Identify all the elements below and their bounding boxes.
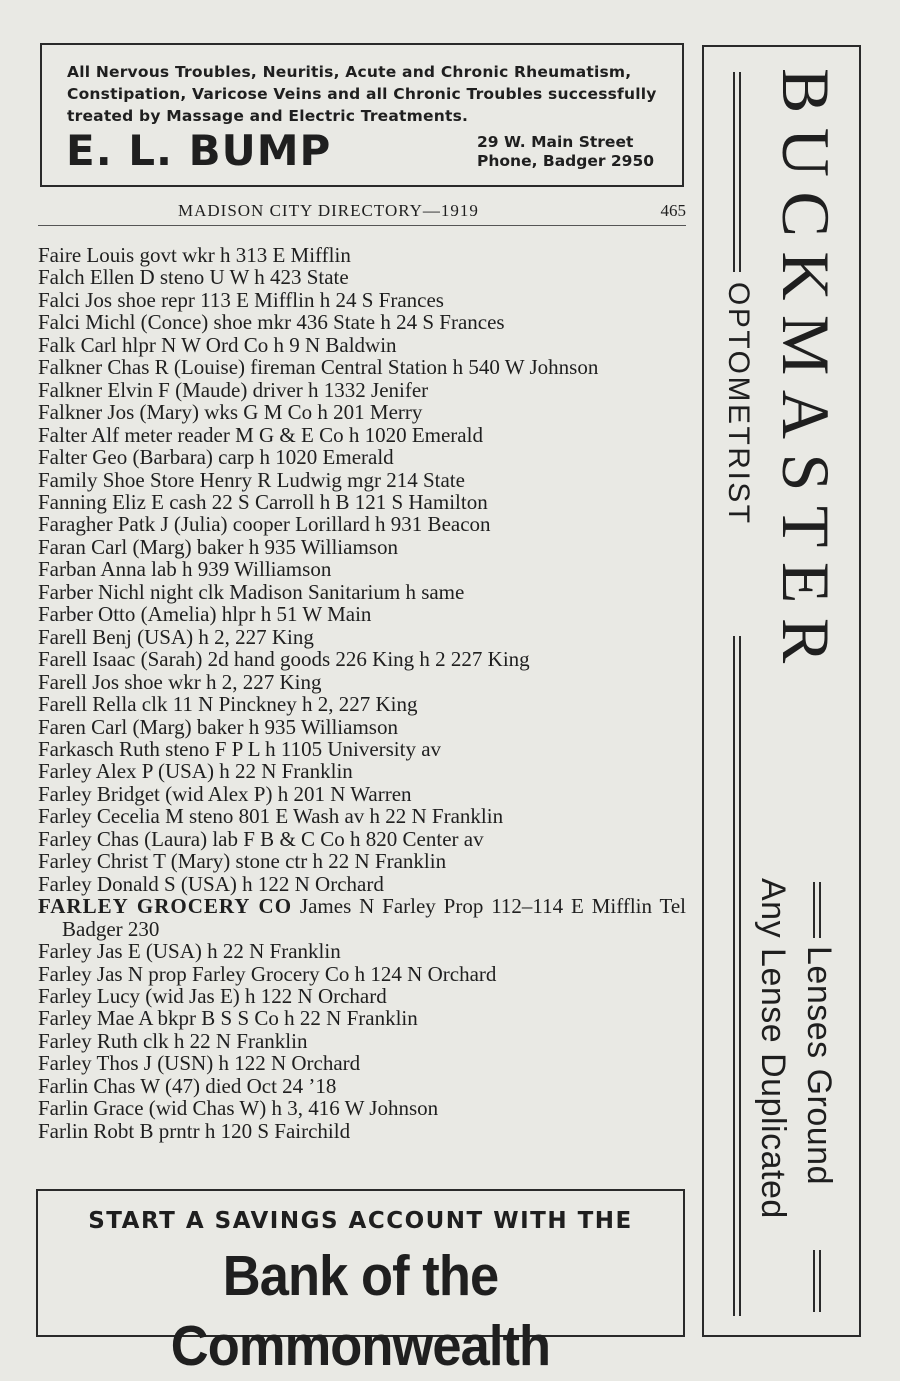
directory-entry	[38, 716, 686, 738]
bump-ad-phone: Phone, Badger 2950	[477, 152, 655, 170]
directory-entry	[38, 1030, 686, 1052]
entry-text: Farley Cecelia M steno 801 E Wash av h 22 N Franklin	[38, 804, 504, 829]
entry-text: Faren Carl (Marg) baker h 935 Williamson	[38, 714, 398, 739]
bank-name: Bank of the Commonwealth	[170, 1244, 551, 1378]
directory-entry	[38, 1007, 686, 1029]
entry-text: Fanning Eliz E cash 22 S Carroll h B 121 S Hamilton	[38, 489, 488, 514]
optometrist-title: OPTOMETRIST	[722, 282, 755, 526]
directory-entry	[38, 401, 686, 423]
directory-entry	[38, 783, 686, 805]
entry-text: Falci Jos shoe repr 113 E Mifflin h 24 S Frances	[38, 287, 444, 312]
entry-text: Farley Jas E (USA) h 22 N Franklin	[38, 939, 341, 964]
entry-text: Falkner Chas R (Louise) fireman Central Station h 540 W Johnson	[38, 355, 599, 380]
entry-business-name: FARLEY GROCERY CO	[38, 894, 293, 919]
directory-entry	[38, 805, 686, 827]
entry-text: Farley Chas (Laura) lab F B & C Co h 820 Center av	[38, 826, 484, 851]
directory-entry	[38, 513, 686, 535]
directory-entry	[38, 738, 686, 760]
directory-entry	[38, 760, 686, 782]
entry-text: Farell Benj (USA) h 2, 227 King	[38, 624, 314, 649]
entry-text: Farell Rella clk 11 N Pinckney h 2, 227 King	[38, 692, 418, 717]
directory-entry	[38, 850, 686, 872]
directory-entry	[38, 985, 686, 1007]
lenses-ground-text: Lenses Ground	[800, 946, 838, 1185]
bump-ad-address: 29 W. Main Street	[477, 133, 634, 151]
rule-optometrist-top-2	[739, 72, 741, 272]
entry-text: Farley Alex P (USA) h 22 N Franklin	[38, 759, 353, 784]
entry-text: Falter Geo (Barbara) carp h 1020 Emerald	[38, 445, 394, 470]
entry-text: Farley Lucy (wid Jas E) h 122 N Orchard	[38, 983, 387, 1008]
rule-optometrist-bottom	[733, 636, 735, 1316]
entry-text: Farley Thos J (USN) h 122 N Orchard	[38, 1051, 361, 1076]
directory-entry	[38, 289, 686, 311]
entry-text: Family Shoe Store Henry R Ludwig mgr 214 State	[38, 467, 465, 492]
rule-lenses-bottom	[813, 1250, 815, 1312]
rule-optometrist-top	[733, 72, 735, 272]
entry-text: Falch Ellen D steno U W h 423 State	[38, 265, 349, 290]
directory-entry	[38, 873, 686, 895]
entry-text: Faragher Patk J (Julia) cooper Lorillard h 931 Beacon	[38, 512, 491, 537]
entry-text: James N Farley Prop 112–114 E Mifflin Tel Badger 230	[62, 894, 686, 941]
buckmaster-name: BUCKMASTER	[768, 68, 844, 678]
entry-text: Farlin Chas W (47) died Oct 24 ’18	[38, 1073, 337, 1098]
entry-text: Farlin Grace (wid Chas W) h 3, 416 W Johnson	[38, 1096, 439, 1121]
page-number: 465	[660, 201, 686, 220]
directory-entry	[38, 671, 686, 693]
directory-entry	[38, 603, 686, 625]
directory-entry	[38, 1075, 686, 1097]
entry-text: Farley Ruth clk h 22 N Franklin	[38, 1028, 308, 1053]
directory-entry	[38, 895, 686, 940]
entry-text: Farley Donald S (USA) h 122 N Orchard	[38, 871, 384, 896]
bump-ad-name: E. L. BUMP	[66, 126, 332, 175]
directory-entry	[38, 266, 686, 288]
directory-entry	[38, 828, 686, 850]
top-advertisement	[40, 43, 684, 187]
rule-lenses-top-2	[819, 882, 821, 938]
entry-text: Farkasch Ruth steno F P L h 1105 University av	[38, 736, 442, 761]
entry-text: Farlin Robt B prntr h 120 S Fairchild	[38, 1118, 351, 1143]
directory-entry	[38, 1097, 686, 1119]
directory-entry	[38, 1120, 686, 1142]
savings-ad-headline: START A SAVINGS ACCOUNT WITH THE	[88, 1208, 633, 1234]
entry-text: Farley Mae A bkpr B S S Co h 22 N Franklin	[38, 1006, 418, 1031]
bump-ad-contact	[477, 133, 654, 171]
page-header	[38, 201, 686, 226]
directory-entry	[38, 334, 686, 356]
directory-entry	[38, 469, 686, 491]
directory-entry	[38, 963, 686, 985]
directory-entry	[38, 626, 686, 648]
rule-optometrist-bottom-2	[739, 636, 741, 1316]
entry-text: Falkner Elvin F (Maude) driver h 1332 Jenifer	[38, 377, 429, 402]
directory-entry	[38, 581, 686, 603]
entry-text: Farell Isaac (Sarah) 2d hand goods 226 King h 2 227 King	[38, 647, 530, 672]
directory-entry	[38, 446, 686, 468]
directory-entry	[38, 558, 686, 580]
directory-title: MADISON CITY DIRECTORY—1919	[178, 201, 479, 220]
entry-text: Farber Otto (Amelia) hlpr h 51 W Main	[38, 602, 372, 627]
directory-entry	[38, 648, 686, 670]
entry-text: Falci Michl (Conce) shoe mkr 436 State h 24 S Frances	[38, 310, 505, 335]
directory-entry	[38, 940, 686, 962]
lense-duplicated-text: Any Lense Duplicated	[754, 878, 792, 1219]
rule-lenses-top	[813, 882, 815, 938]
entry-text: Farell Jos shoe wkr h 2, 227 King	[38, 669, 322, 694]
entry-text: Farley Christ T (Mary) stone ctr h 22 N Franklin	[38, 849, 447, 874]
directory-entry	[38, 379, 686, 401]
directory-entry	[38, 693, 686, 715]
directory-entry	[38, 1052, 686, 1074]
rule-lenses-bottom-2	[819, 1250, 821, 1312]
entry-text: Falkner Jos (Mary) wks G M Co h 201 Merry	[38, 400, 423, 425]
bump-ad-description: All Nervous Troubles, Neuritis, Acute and Chronic Rheumatism, Constipation, Varicose Veins and all Chronic Troubles successfully treated by Massage and Electric Treatments.	[67, 63, 657, 125]
entry-text: Falter Alf meter reader M G & E Co h 1020 Emerald	[38, 422, 483, 447]
entry-text: Falk Carl hlpr N W Ord Co h 9 N Baldwin	[38, 332, 397, 357]
entry-text: Farber Nichl night clk Madison Sanitarium h same	[38, 579, 465, 604]
directory-listing	[38, 244, 686, 1142]
directory-entry	[38, 244, 686, 266]
bottom-advertisement	[36, 1189, 685, 1378]
directory-entry	[38, 491, 686, 513]
entry-text: Faire Louis govt wkr h 313 E Mifflin	[38, 243, 351, 267]
directory-entry	[38, 424, 686, 446]
entry-text: Farban Anna lab h 939 Williamson	[38, 557, 332, 582]
directory-entry	[38, 356, 686, 378]
directory-entry	[38, 536, 686, 558]
directory-entry	[38, 311, 686, 333]
entry-text: Farley Bridget (wid Alex P) h 201 N Warren	[38, 781, 412, 806]
entry-text: Farley Jas N prop Farley Grocery Co h 124 N Orchard	[38, 961, 497, 986]
entry-text: Faran Carl (Marg) baker h 935 Williamson	[38, 534, 398, 559]
